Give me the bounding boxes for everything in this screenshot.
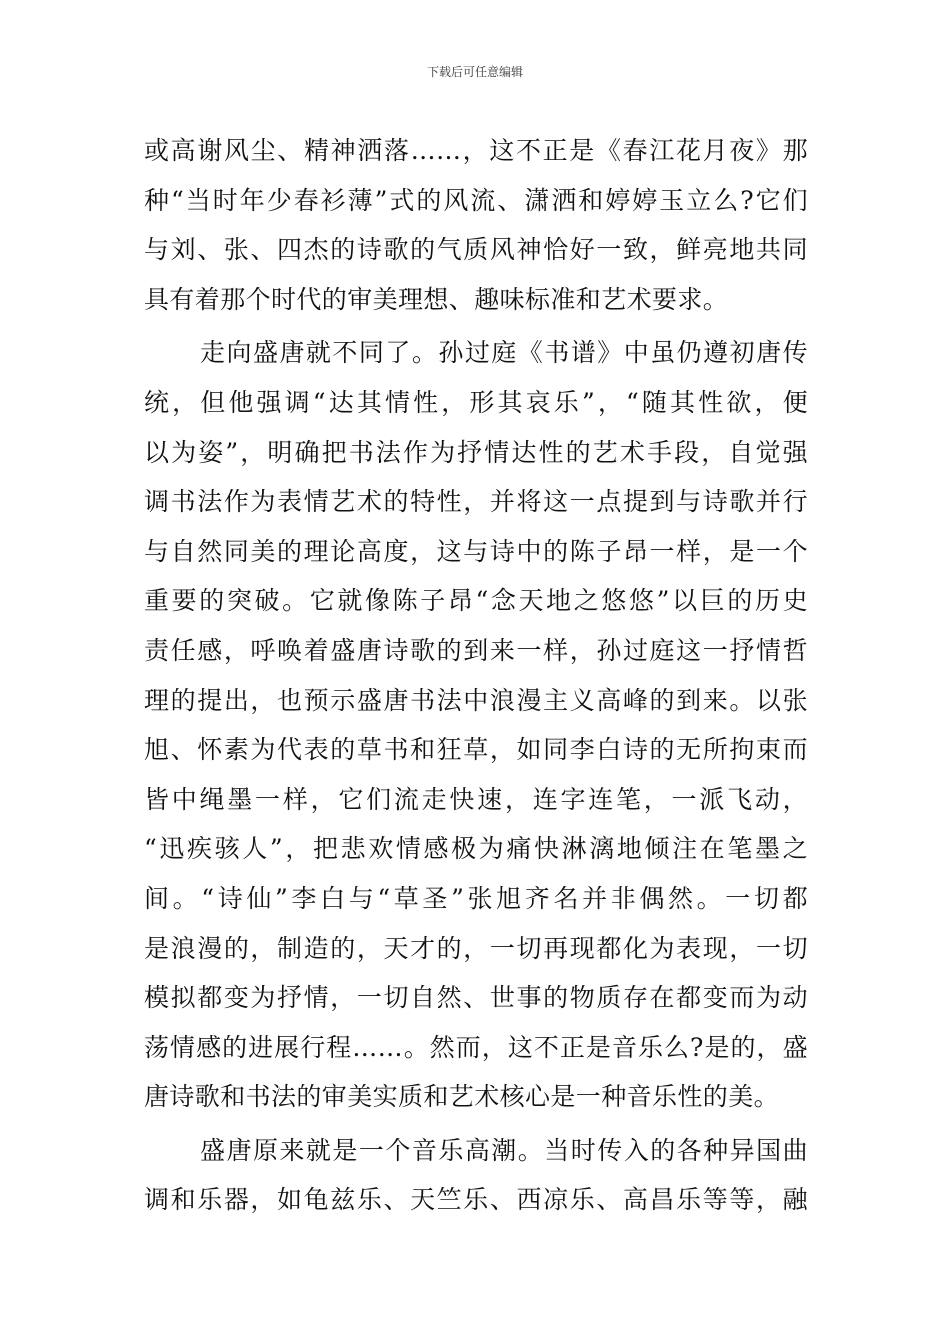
paragraph-1 <box>144 126 808 324</box>
text-line: 种“当时年少春衫薄”式的风流、潇洒和婷婷玉立么?它们 <box>144 185 808 215</box>
text-line: 以为姿”，明确把书法作为抒情达性的艺术手段，自觉强 <box>144 437 808 467</box>
text-line: 调书法作为表情艺术的特性，并将这一点提到与诗歌并行 <box>144 487 808 517</box>
text-line: 是浪漫的，制造的，天才的，一切再现都化为表现，一切 <box>144 933 808 963</box>
text-line: 模拟都变为抒情，一切自然、世事的物质存在都变而为动 <box>144 983 808 1013</box>
text-line: 调和乐器，如龟兹乐、天竺乐、西凉乐、高昌乐等等，融 <box>144 1185 808 1215</box>
text-line: “迅疾骇人”，把悲欢情感极为痛快淋漓地倾注在笔墨之 <box>144 834 808 864</box>
text-line: 与刘、张、四杰的诗歌的气质风神恰好一致，鲜亮地共同 <box>144 235 808 265</box>
page-header: 下载后可任意编辑 <box>426 65 523 79</box>
text-line: 理的提出，也预示盛唐书法中浪漫主义高峰的到来。以张 <box>144 685 808 715</box>
text-line: 间。“诗仙”李白与“草圣”张旭齐名并非偶然。一切都 <box>144 883 808 913</box>
text-line: 或高谢风尘、精神洒落……，这不正是《春江花月夜》那 <box>144 136 808 165</box>
text-line: 荡情感的进展行程……。然而，这不正是音乐么?是的，盛 <box>144 1032 808 1062</box>
text-line: 具有着那个时代的审美理想、趣味标准和艺术要求。 <box>144 284 729 314</box>
text-line: 唐诗歌和书法的审美实质和艺术核心是一种音乐性的美。 <box>144 1082 780 1112</box>
text-line: 责任感，呼唤着盛唐诗歌的到来一样，孙过庭这一抒情哲 <box>144 635 808 665</box>
text-line: 旭、怀素为代表的草书和狂草，如同李白诗的无所拘束而 <box>144 735 808 765</box>
text-line: 统，但他强调“达其情性，形其哀乐”，“随其性欲，便 <box>144 387 808 417</box>
text-line: 与自然同美的理论高度，这与诗中的陈子昂一样，是一个 <box>144 536 808 566</box>
paragraph-2 <box>144 328 808 1122</box>
text-line: 走向盛唐就不同了。孙过庭《书谱》中虽仍遵初唐传 <box>200 338 808 368</box>
paragraph-3 <box>144 1126 808 1225</box>
text-line: 盛唐原来就是一个音乐高潮。当时传入的各种异国曲 <box>200 1135 808 1165</box>
text-line: 重要的突破。它就像陈子昂“念天地之悠悠”以巨的历史 <box>144 586 808 616</box>
text-line: 皆中绳墨一样，它们流走快速，连字连笔，一派飞动， <box>144 784 808 814</box>
document-body <box>144 126 808 1225</box>
